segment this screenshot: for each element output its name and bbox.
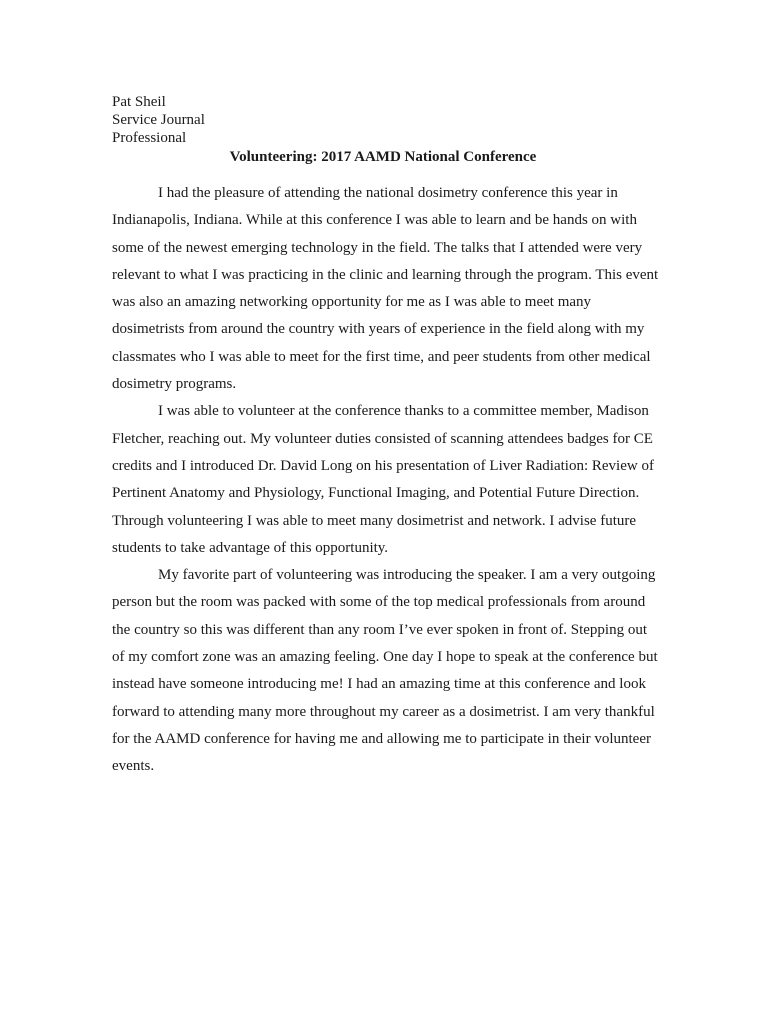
journal-name: Service Journal [112,112,205,128]
document-title-container [0,147,768,167]
paragraph-3: My favorite part of volunteering was introducing the speaker. I am a very outgoing person but the room was packed with some of the top medical professionals from around the country so this was different than any room I’ve ever spoken in front of. Stepping out of my comfort zone was an amazing feeling. One day I hope to speak at the conference but instead have someone introducing me! I had an amazing time at this conference and look forward to attending many more throughout my career as a dosimetrist. I am very thankful for the AAMD conference for having me and allowing me to participate in their volunteer events. [112,567,658,775]
author-header [112,93,205,147]
paragraph-2: I was able to volunteer at the conference thanks to a committee member, Madison Fletcher, reaching out. My volunteer duties consisted of scanning attendees badges for CE credits and I introduced Dr. David Long on his presentation of Liver Radiation: Review of Pertinent Anatomy and Physiology, Functional Imaging, and Potential Future Direction. Through volunteering I was able to meet many dosimetrist and network. I advise future students to take advantage of this opportunity. [112,403,654,556]
document-body [112,180,662,781]
document-title: Volunteering: 2017 AAMD National Conference [229,149,537,165]
journal-category: Professional [112,130,187,146]
paragraph-1: I had the pleasure of attending the national dosimetry conference this year in Indianapolis, Indiana. While at this conference I was able to learn and be hands on with some of the newest emerging technology in the field. The talks that I attended were very relevant to what I was practicing in the clinic and learning through the program. This event was also an amazing networking opportunity for me as I was able to meet many dosimetrists from around the country with years of experience in the field along with my classmates who I was able to meet for the first time, and peer students from other medical dosimetry programs. [112,185,659,393]
author-name: Pat Sheil [112,94,166,110]
